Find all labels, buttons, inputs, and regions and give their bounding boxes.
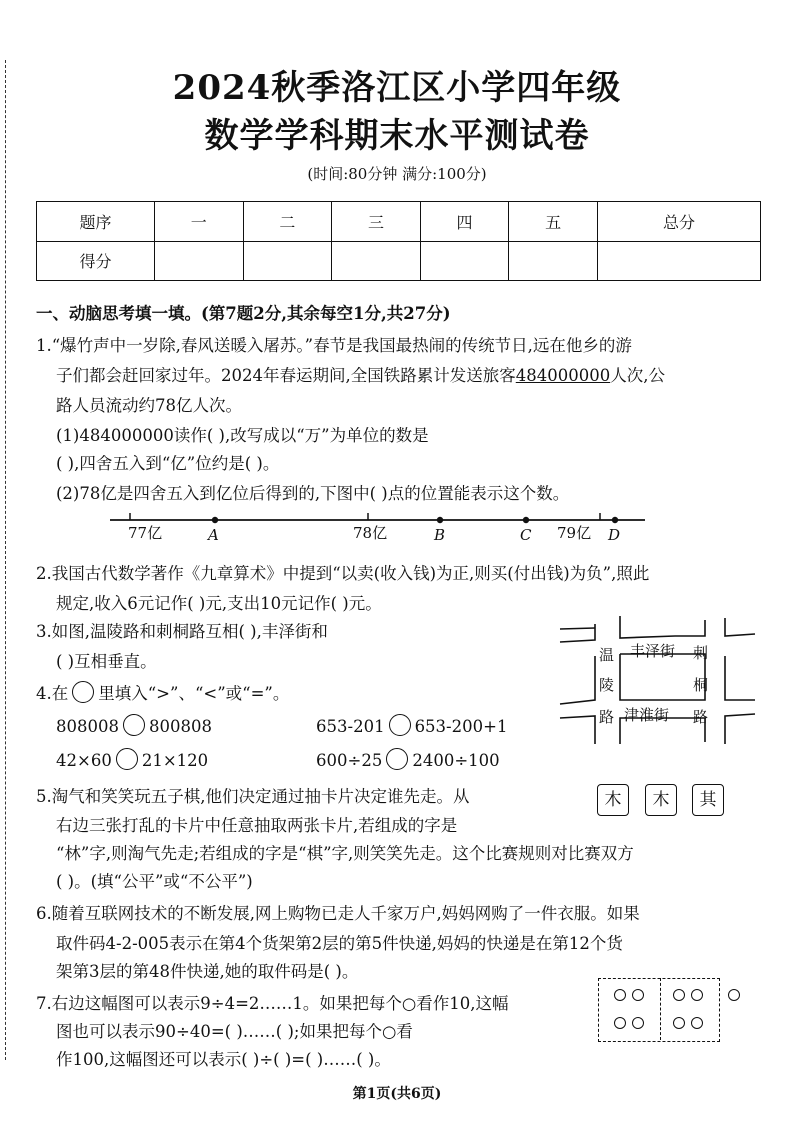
road-edge [725, 714, 755, 744]
q4-compare-1-left: 808008 [56, 717, 119, 736]
score-table-header-row [37, 202, 761, 242]
point-a [212, 517, 218, 523]
score-header-cell: 一 [155, 202, 244, 242]
circle-icon [728, 989, 740, 1001]
score-input-cell[interactable] [332, 241, 421, 281]
q4-compare-1 [56, 714, 212, 736]
q3-line2: ( )互相垂直。 [56, 652, 157, 671]
answer-circle[interactable] [389, 714, 411, 736]
q1-line2 [56, 362, 665, 386]
card-qi: 其 [692, 784, 724, 816]
street-top-label: 丰泽街 [630, 642, 676, 660]
q4-compare-4-left: 600÷25 [316, 751, 383, 770]
q7-line2: 图也可以表示90÷40=( )……( );如果把每个○看 [56, 1022, 413, 1041]
q1-line3: 路人员流动约78亿人次。 [56, 396, 242, 415]
road-edge [560, 628, 595, 629]
road-edge [560, 624, 595, 642]
road-edge [725, 618, 755, 636]
q5-line4: ( )。(填“公平”或“不公平”) [56, 872, 253, 891]
score-header-cell: 三 [332, 202, 421, 242]
q2-line2: 规定,收入6元记作( )元,支出10元记作( )元。 [56, 594, 382, 613]
q4-compare-1-right: 800808 [149, 717, 212, 736]
label-a: A [208, 526, 219, 544]
street-left-char2: 陵 [599, 676, 615, 694]
road-edge [620, 620, 705, 638]
score-input-cell[interactable] [420, 241, 509, 281]
group-divider [660, 978, 661, 1040]
q4-line1 [36, 680, 289, 704]
q4-compare-3-left: 42×60 [56, 751, 112, 770]
q7-line1: 7.右边这幅图可以表示9÷4=2……1。如果把每个○看作10,这幅 [36, 994, 509, 1013]
answer-circle[interactable] [116, 748, 138, 770]
circle-icon [632, 1017, 644, 1029]
road-edge [560, 656, 595, 704]
point-d [612, 517, 618, 523]
street-left-char1: 温 [599, 646, 615, 664]
point-b [437, 517, 443, 523]
score-header-cell: 五 [509, 202, 598, 242]
label-b: B [434, 526, 446, 544]
q6-line2: 取件码4-2-005表示在第4个货架第2层的第5件快递,妈妈的快递是在第12个货 [56, 934, 623, 953]
exam-title-line2: 数学学科期末水平测试卷 [204, 116, 590, 156]
score-header-cell: 二 [243, 202, 332, 242]
q4-text-b: 里填入“>”、“<”或“=”。 [98, 684, 290, 703]
street-map [555, 614, 760, 749]
street-right-char3: 路 [693, 708, 709, 726]
q2-line1: 2.我国古代数学著作《九章算术》中提到“以卖(收入钱)为正,则买(付出钱)为负”,照此 [36, 564, 650, 583]
q1-passenger-number: 484000000 [515, 366, 611, 385]
q4-compare-2-left: 653-201 [316, 717, 385, 736]
score-table-score-row [37, 241, 761, 281]
score-table [36, 201, 761, 281]
q6-line1: 6.随着互联网技术的不断发展,网上购物已走人千家万户,妈妈网购了一件衣服。如果 [36, 904, 640, 923]
point-c [523, 517, 529, 523]
score-header-cell: 四 [420, 202, 509, 242]
street-right-char2: 桐 [693, 676, 709, 694]
card-mu-1: 木 [597, 784, 629, 816]
q3-line1: 3.如图,温陵路和刺桐路互相( ),丰泽街和 [36, 622, 328, 641]
score-input-cell[interactable] [155, 241, 244, 281]
q4-compare-3-right: 21×120 [141, 751, 209, 770]
q4-compare-2 [316, 714, 507, 736]
label-c: C [520, 526, 532, 544]
score-input-cell[interactable] [597, 241, 760, 281]
road-edge [560, 716, 595, 744]
circle-icon [632, 989, 644, 1001]
circle-icon [614, 1017, 626, 1029]
q4-text-a: 4.在 [36, 684, 69, 703]
q5-line2: 右边三张打乱的卡片中任意抽取两张卡片,若组成的字是 [56, 816, 458, 835]
q4-compare-2-right: 653-200+1 [414, 717, 508, 736]
q7-line3: 作100,这幅图还可以表示( )÷( )=( )……( )。 [56, 1050, 391, 1069]
label-79: 79亿 [557, 524, 592, 542]
score-header-cell: 题序 [37, 202, 155, 242]
section1-heading: 一、动脑思考填一填。(第7题2分,其余每空1分,共27分) [36, 304, 451, 323]
card-mu-2: 木 [645, 784, 677, 816]
label-77: 77亿 [128, 524, 163, 542]
q6-line3: 架第3层的第48件快递,她的取件码是( )。 [56, 962, 359, 981]
exam-title-line1: 2024秋季洛江区小学四年级 [172, 68, 622, 108]
q4-compare-4 [316, 748, 500, 770]
group-box-outer [598, 978, 720, 1042]
q5-line3: “林”字,则淘气先走;若组成的字是“棋”字,则笑笑先走。这个比赛规则对比赛双方 [56, 844, 634, 863]
circle-icon [614, 989, 626, 1001]
score-input-cell[interactable] [509, 241, 598, 281]
q1-line6: (2)78亿是四舍五入到亿位后得到的,下图中( )点的位置能表示这个数。 [56, 484, 570, 503]
street-right-char1: 刺 [693, 644, 709, 662]
score-header-cell: 总分 [597, 202, 760, 242]
q1-line2-text: 子们都会赶回家过年。2024年春运期间,全国铁路累计发送旅客 [56, 366, 516, 385]
q4-compare-4-right: 2400÷100 [412, 751, 500, 770]
circle-icon [673, 989, 685, 1001]
exam-subtitle: (时间:80分钟 满分:100分) [307, 165, 487, 183]
label-d: D [608, 526, 621, 544]
page-footer: 第1页(共6页) [352, 1086, 442, 1102]
blank-circle-icon [72, 681, 94, 703]
road-edge [725, 656, 755, 700]
street-left-char3: 路 [599, 708, 615, 726]
circle-icon [691, 989, 703, 1001]
answer-circle[interactable] [386, 748, 408, 770]
q1-line5: ( ),四舍五入到“亿”位约是( )。 [56, 454, 280, 473]
binding-dashed-line [5, 60, 6, 1060]
circle-icon [673, 1017, 685, 1029]
q1-line1: 1.“爆竹声中一岁除,春风送暖入屠苏。”春节是我国最热闹的传统节日,远在他乡的游 [36, 336, 632, 355]
q1-line4: (1)484000000读作( ),改写成以“万”为单位的数是 [56, 426, 429, 445]
circle-icon [691, 1017, 703, 1029]
q1-line2-tail: 人次,公 [610, 366, 665, 385]
q4-compare-3 [56, 748, 208, 770]
score-row-label: 得分 [37, 241, 155, 281]
answer-circle[interactable] [123, 714, 145, 736]
street-bottom-label: 津淮街 [624, 706, 670, 724]
q5-line1: 5.淘气和笑笑玩五子棋,他们决定通过抽卡片决定谁先走。从 [36, 787, 470, 806]
label-78: 78亿 [353, 524, 388, 542]
score-input-cell[interactable] [243, 241, 332, 281]
